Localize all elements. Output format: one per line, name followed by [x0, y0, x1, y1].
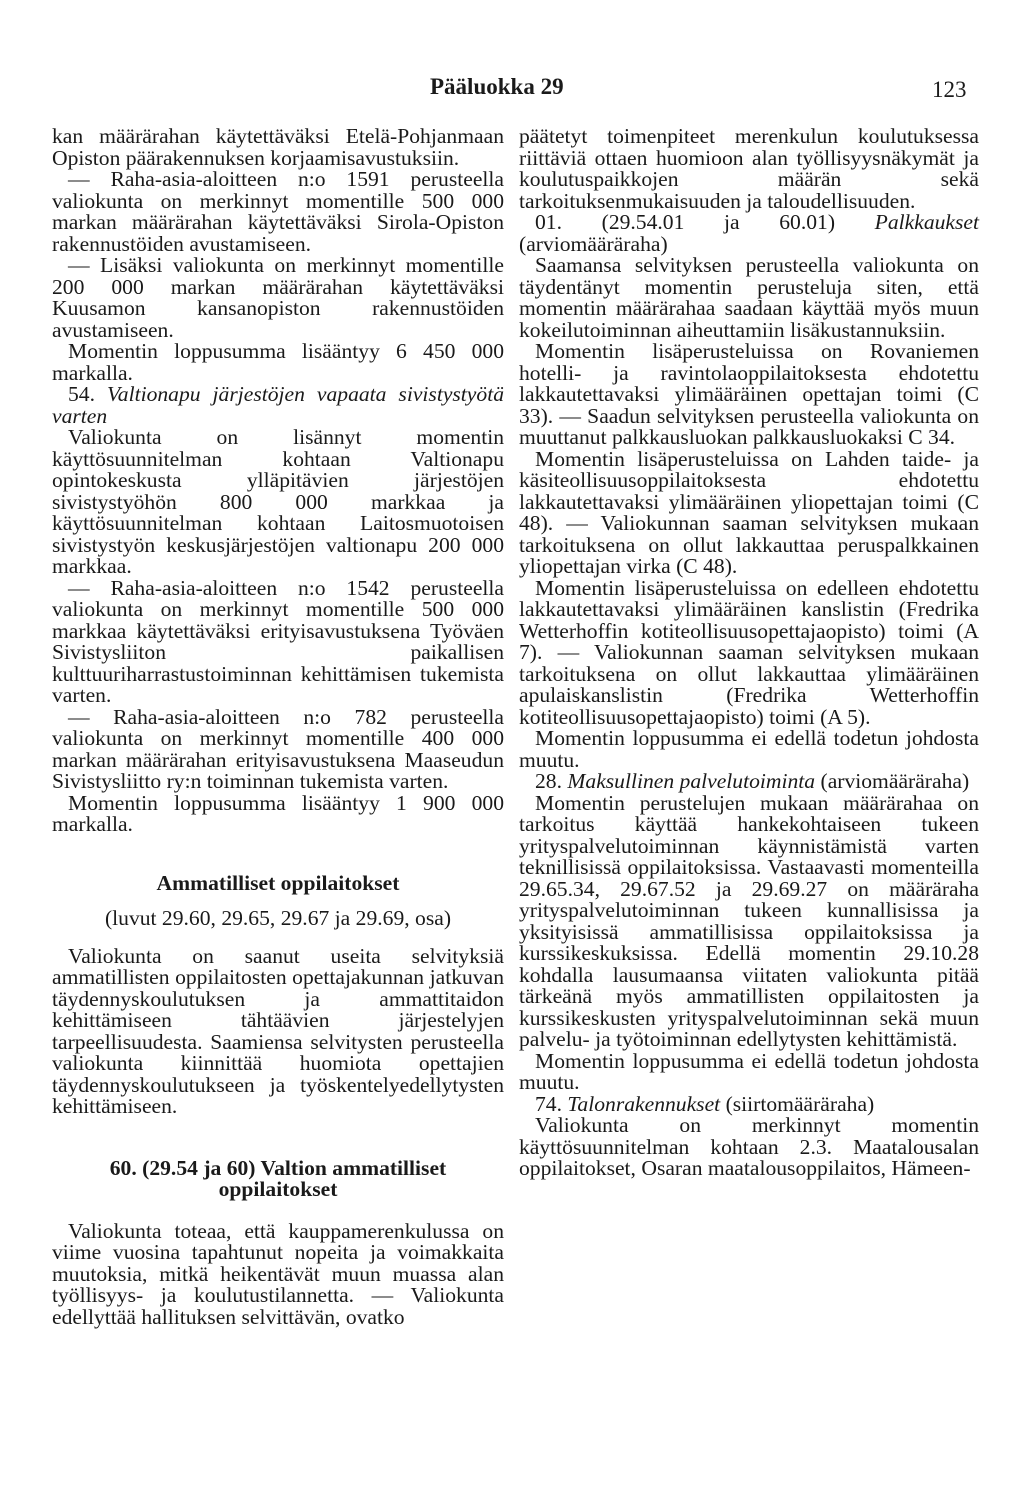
item-74-suffix: (siirtomääräraha): [725, 1091, 875, 1116]
right-paragraph-5: Momentin lisäperusteluissa on edelleen ehdotettu lakkautettavaksi ylimääräinen kanslistin (Fredrika Wetterhoffin kotiteollisuusopettajaopisto) toimi (A 7). — Valiokunnan saaman selvityksen mukaan tarkoituksena on ollut lakkauttaa ylimääräinen apulaiskanslistin (Fredrika Wetterhoffin kotiteollisuusopettajaopisto) toimi (A 5).: [519, 575, 979, 729]
left-paragraph-4: Momentin loppusumma lisääntyy 6 450 000 markalla.: [52, 339, 504, 385]
running-header-title: Pääluokka 29: [430, 74, 564, 99]
right-paragraph-7: Momentin perustelujen mukaan määrärahaa on tarkoitus käyttää hankekohtaiseen tukeen yrityspalvelutoiminnan käynnistämistä varten teknillisissä oppilaitoksissa. Vastaavasti momenteilla 29.65.34, 29.67.52 ja 29.69.27 on määräraha yrityspalvelutoiminnan tukeen kunnallisissa ja yksityisissä ammatillisissa oppilaitoksissa ja kurssikeskuksissa. Edellä momentin 29.10.28 kohdalla lausumaansa viitaten valiokunta pitää tärkeänä myös ammatillisten oppilaitosten ja kurssikeskusten yrityspalvelutoiminnan sekä muun palvelu- ja työtoiminnan edellytysten kehittämistä.: [519, 790, 979, 1051]
section-subheading-luvut: (luvut 29.60, 29.65, 29.67 ja 29.69, osa): [104, 906, 452, 930]
right-paragraph-9: Valiokunta on merkinnyt momentin käyttösuunnitelman kohtaan 2.3. Maatalousalan oppilaitokset, Osaran maatalousoppilaitos, Hämeen-: [519, 1113, 979, 1180]
item-01-heading: [519, 212, 979, 255]
item-01-suffix: (arviomääräraha): [519, 231, 668, 256]
item-28-prefix: 28.: [535, 769, 562, 793]
item-28-title: Maksullinen palvelutoiminta: [567, 769, 816, 793]
left-paragraph-7: — Raha-asia-aloitteen n:o 782 perusteella valiokunta on merkinnyt momentille 400 000 markan määrärahan erityisavustuksena Maaseudun Sivistysliitto ry:n toiminnan tukemista varten.: [52, 704, 504, 793]
right-paragraph-8: Momentin loppusumma ei edellä todetun johdosta muutu.: [519, 1048, 979, 1094]
item-74-heading: [519, 1091, 979, 1116]
item-74-title: Talonrakennukset: [567, 1091, 721, 1116]
item-28-suffix: (arviomääräraha): [820, 769, 970, 793]
item-54-heading: [52, 384, 504, 427]
left-paragraph-6: — Raha-asia-aloitteen n:o 1542 perusteella valiokunta on merkinnyt momentille 500 000 markkaa käytettäväksi erityisavustuksena Työväen Sivistysliiton paikallisen kulttuuriharrastustoiminnan kehittämisen tukemista varten.: [52, 575, 504, 707]
page-number: 123: [932, 77, 967, 102]
left-paragraph-1: kan määrärahan käytettäväksi Etelä-Pohjanmaan Opiston päärakennuksen korjaamisavustuksiin.: [52, 124, 504, 170]
right-paragraph-1: päätetyt toimenpiteet merenkulun koulutuksessa riittäviä ottaen huomioon alan työllisyysnäkymät ja koulutuspaikkojen määrän sekä tarkoituksenmukaisuuden ja taloudellisuuden.: [519, 124, 979, 213]
left-paragraph-9: Valiokunta on saanut useita selvityksiä ammatillisten oppilaitosten opettajakunnan jatkuvan täydennyskoulutuksen ja ammattitaidon kehittämiseen tähtäävien järjestelyjen tarpeellisuudesta. Saamiensa selvitysten perusteella valiokunta kiinnittää huomiota opettajien täydennyskoulutukseen ja työskentelyedellytysten kehittämiseen.: [52, 943, 504, 1118]
item-54-number: 54.: [68, 382, 95, 406]
section-heading-60: 60. (29.54 ja 60) Valtion ammatilliset oppilaitokset: [109, 1155, 447, 1201]
item-74-prefix: 74.: [535, 1091, 562, 1116]
left-paragraph-5: Valiokunta on lisännyt momentin käyttösuunnitelman kohtaan Valtionapu opintokeskusta ylläpitävien järjestöjen sivistystyöhön 800 000 markkaa ja käyttösuunnitelman kohtaan Laitosmuotoisen sivistystyön keskusjärjestöjen valtionapu 200 000 markkaa.: [52, 425, 504, 578]
right-paragraph-2: Saamansa selvityksen perusteella valiokunta on täydentänyt momentin perusteluja siten, että momentin määrärahaa saadaan käyttää myös muun kokeilutoiminnan aiheuttamiin lisäkustannuksiin.: [519, 253, 979, 342]
left-paragraph-8: Momentin loppusumma lisääntyy 1 900 000 markalla.: [52, 790, 504, 836]
right-column: [519, 126, 979, 1180]
item-54-title: Valtionapu järjestöjen vapaata sivistystyötä varten: [52, 382, 504, 428]
right-paragraph-6: Momentin loppusumma ei edellä todetun johdosta muutu.: [519, 726, 979, 772]
right-paragraph-4: Momentin lisäperusteluissa on Lahden taide- ja käsiteollisuusoppilaitoksesta ehdotettu lakkautettavaksi ylimääräinen yliopettajan toimi (C 48). — Valiokunnan saaman selvityksen mukaan tarkoituksena on ollut lakkauttaa peruspalkkainen yliopettajan virka (C 48).: [519, 446, 979, 578]
item-28-heading: [519, 771, 979, 793]
section-heading-ammatilliset: Ammatilliset oppilaitokset: [156, 870, 400, 895]
left-paragraph-10: Valiokunta toteaa, että kauppamerenkulussa on viime vuosina tapahtunut nopeita ja voimakkaita muutoksia, mitkä heikentävät muun muassa alan työllisyys- ja koulutustilannetta. — Valiokunta edellyttää hallituksen selvittävän, ovatko: [52, 1218, 504, 1329]
left-column: [52, 126, 504, 1328]
item-01-prefix: 01. (29.54.01 ja 60.01): [535, 210, 836, 234]
left-paragraph-2: — Raha-asia-aloitteen n:o 1591 perusteella valiokunta on merkinnyt momentille 500 000 markan määrärahan käytettäväksi Sirola-Opiston rakennustöiden avustamiseen.: [52, 167, 504, 256]
right-paragraph-3: Momentin lisäperusteluissa on Rovaniemen hotelli- ja ravintolaoppilaitoksesta ehdotettu lakkautettavaksi ylimääräinen opettajan toimi (C 33). — Saadun selvityksen perusteella valiokunta on muuttanut palkkausluokan palkkausluokaksi C 34.: [519, 339, 979, 449]
left-paragraph-3: — Lisäksi valiokunta on merkinnyt momentille 200 000 markan määrärahan käytettäväksi Kuusamon kansanopiston rakennustöiden avustamiseen.: [52, 253, 504, 342]
item-01-title: Palkkaukset: [874, 210, 979, 234]
